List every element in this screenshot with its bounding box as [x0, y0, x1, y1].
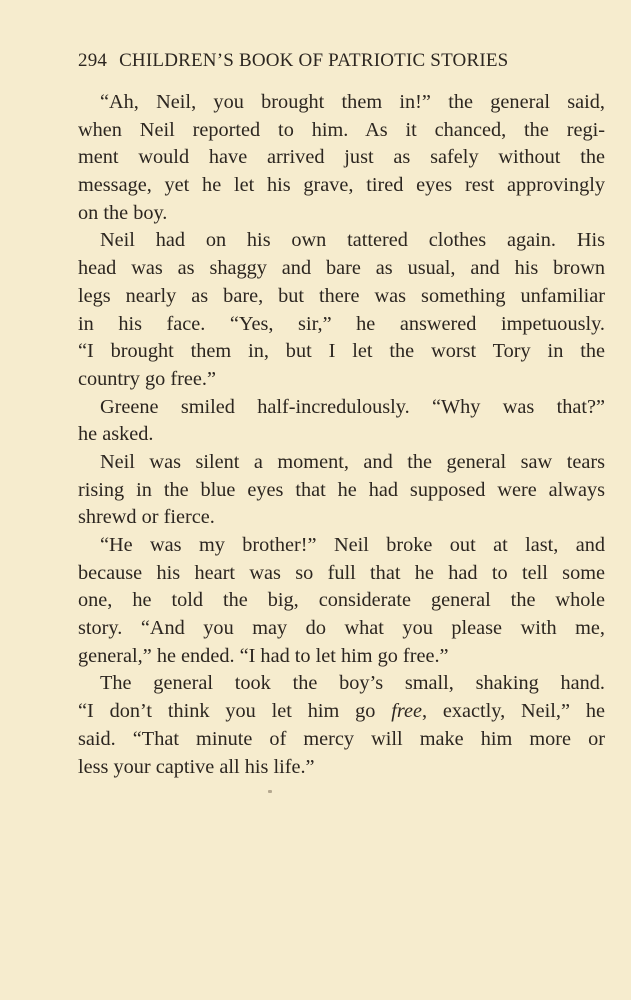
- running-header: [78, 50, 568, 72]
- text-line: one, he told the big, considerate general the whole: [78, 589, 605, 612]
- text-line: on the boy.: [78, 201, 168, 224]
- text-line: “He was my brother!” Neil broke out at last, and: [100, 534, 605, 556]
- ink-speck: [268, 790, 272, 793]
- italic-word: free: [391, 700, 422, 723]
- text-line: in his face. “Yes, sir,” he answered impetuously.: [78, 312, 605, 335]
- body-text: [78, 89, 605, 781]
- text-line: general,” he ended. “I had to let him go free.”: [78, 644, 449, 667]
- text-line: “I brought them in, but I let the worst Tory in the: [78, 340, 605, 363]
- text-line: rising in the blue eyes that he had supposed were always: [78, 478, 605, 501]
- text-line-with-italic: [78, 698, 605, 726]
- text-segment: , exactly, Neil,” he: [421, 700, 605, 723]
- text-line: “Ah, Neil, you brought them in!” the general said,: [100, 91, 605, 113]
- text-line: Greene smiled half-incredulously. “Why was that?”: [100, 395, 605, 418]
- text-line: Neil had on his own tattered clothes again. His: [100, 229, 605, 252]
- text-line: when Neil reported to him. As it chanced, the regi-: [78, 118, 605, 141]
- text-line: because his heart was so full that he had to tell some: [78, 561, 605, 584]
- text-line: less your captive all his life.”: [78, 755, 315, 778]
- text-line: head was as shaggy and bare as usual, and his brown: [78, 257, 605, 280]
- text-line: The general took the boy’s small, shaking hand.: [100, 672, 605, 695]
- page-number: 294: [78, 50, 108, 71]
- text-line: ment would have arrived just as safely without the: [78, 146, 605, 169]
- text-line: said. “That minute of mercy will make him more or: [78, 727, 605, 750]
- text-line: message, yet he let his grave, tired eyes rest approvingly: [78, 174, 605, 197]
- text-line: Neil was silent a moment, and the general saw tears: [100, 450, 605, 473]
- text-line: story. “And you may do what you please with me,: [78, 617, 605, 640]
- text-line: country go free.”: [78, 367, 216, 390]
- text-line: shrewd or fierce.: [78, 506, 215, 529]
- running-title: CHILDREN’S BOOK OF PATRIOTIC STORIES: [119, 50, 509, 71]
- text-line: legs nearly as bare, but there was something unfamiliar: [78, 284, 605, 307]
- text-line: he asked.: [78, 423, 154, 446]
- text-segment: “I don’t think you let him go: [78, 700, 392, 723]
